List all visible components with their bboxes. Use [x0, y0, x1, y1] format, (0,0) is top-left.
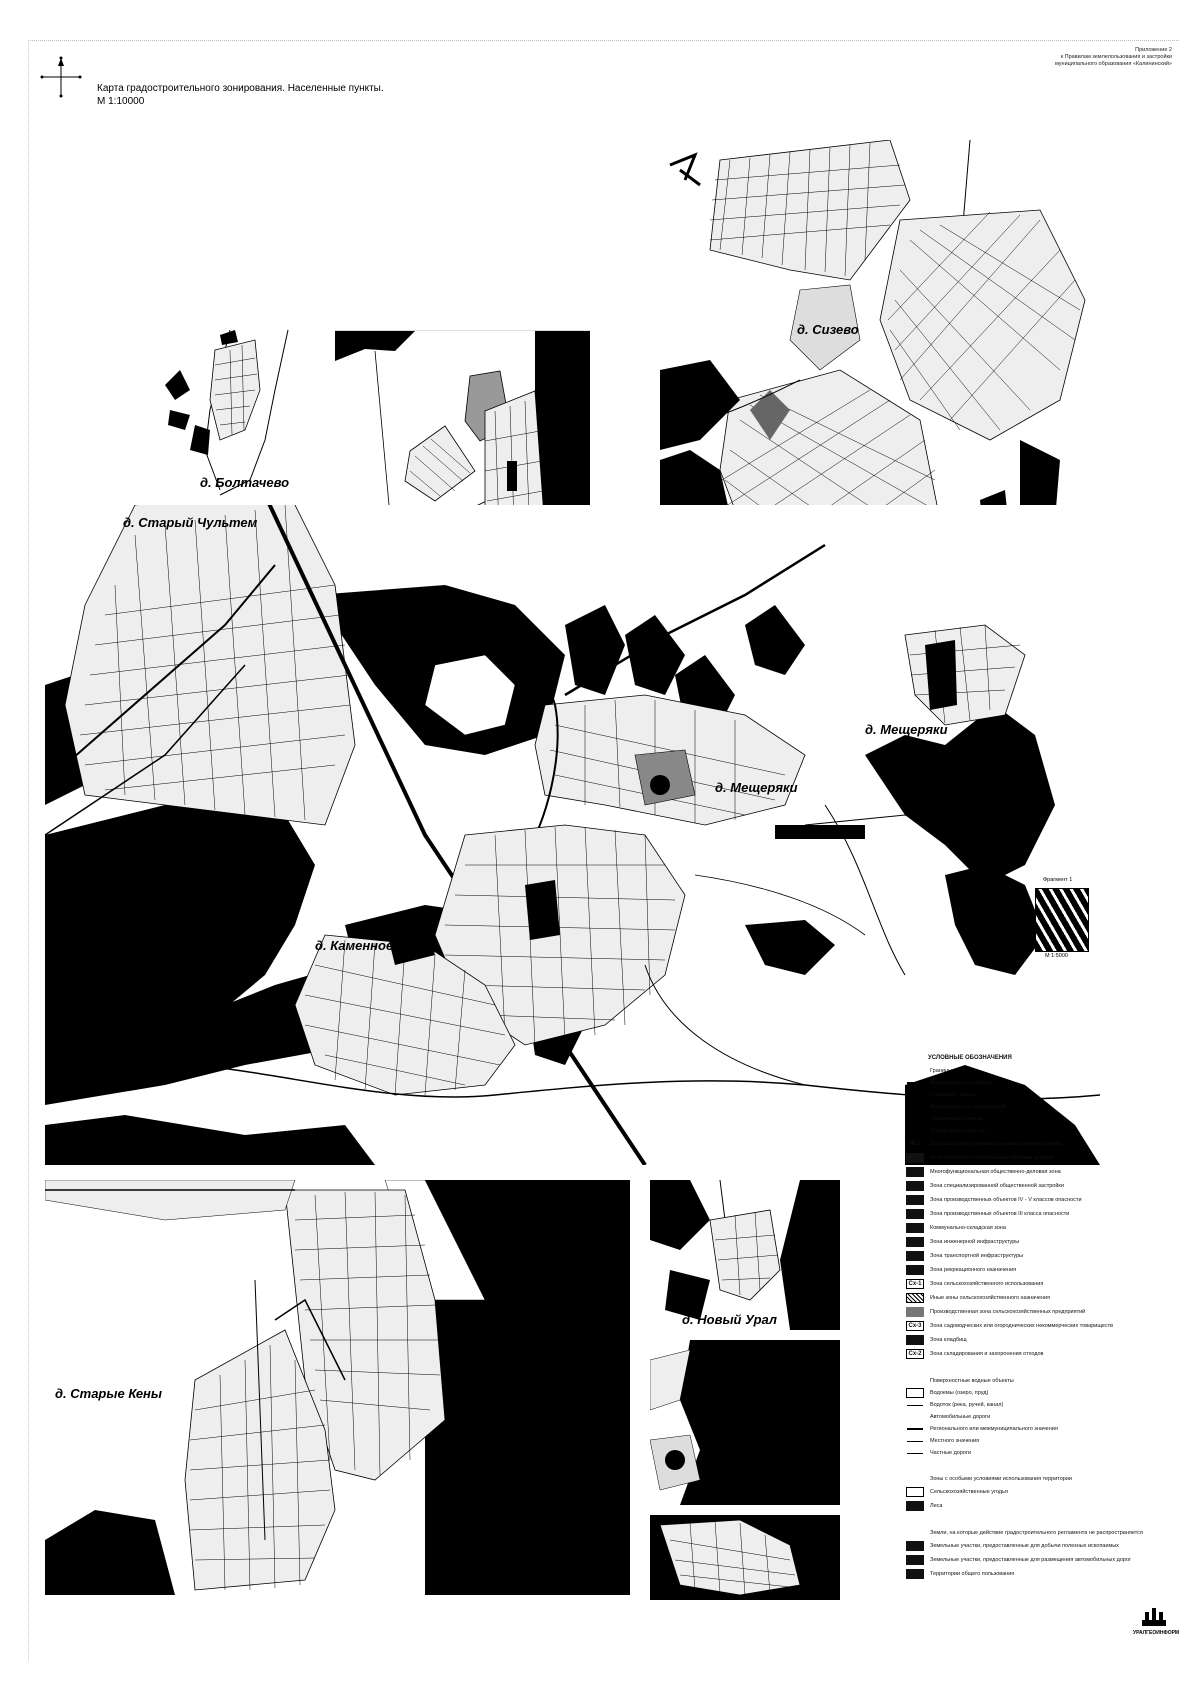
place-label-kamennoe: д. Каменное: [315, 938, 394, 953]
legend-label: Зона производственных объектов III класса опасности: [930, 1211, 1070, 1217]
legend-label: Регионального или межмуниципального значения: [930, 1426, 1058, 1432]
legend-row: [906, 1077, 1176, 1089]
legend-row: [906, 1485, 1176, 1499]
legend-label: Водоток (река, ручей, канал): [930, 1402, 1004, 1408]
legend-row: [906, 1207, 1176, 1221]
legend-symbol: [906, 1223, 924, 1233]
legend-row: [906, 1193, 1176, 1207]
legend-symbol: [906, 1501, 924, 1511]
legend-row: [906, 1125, 1176, 1137]
legend-row: [906, 1165, 1176, 1179]
legend-row: [906, 1423, 1176, 1435]
legend-symbol: [906, 1569, 924, 1579]
legend-row: [906, 1447, 1176, 1459]
legend-label: Водоемы (озеро, пруд): [930, 1390, 989, 1396]
map-panel-small-bottom: [650, 1515, 840, 1600]
legend-row: [906, 1151, 1176, 1165]
place-label-sizevo: д. Сизево: [797, 322, 859, 337]
legend-row: [906, 1137, 1176, 1151]
legend-label: Частные дороги: [930, 1450, 972, 1456]
legend-row: [906, 1347, 1176, 1361]
legend-symbol: [906, 1400, 924, 1410]
legend-symbol: [906, 1376, 924, 1386]
legend-label: Леса: [930, 1503, 943, 1509]
legend-label: Поверхностные водные объекты: [930, 1378, 1014, 1384]
legend-row: [906, 1539, 1176, 1553]
legend-label: Земельные участки, предоставленные для добычи полезных ископаемых: [930, 1543, 1119, 1549]
place-label-starye-keny: д. Старые Кены: [55, 1386, 163, 1401]
legend-gap: [906, 1513, 1176, 1527]
legend-symbol: [906, 1126, 924, 1136]
legend-label: Земли, на которые действие градостроительного регламента не распространяется: [930, 1530, 1143, 1536]
legend-symbol: [906, 1237, 924, 1247]
legend-label: Местного значения: [930, 1438, 980, 1444]
legend-symbol: Сх-2: [906, 1349, 924, 1359]
legend-row: [906, 1399, 1176, 1411]
legend-label: Зона кладбищ: [930, 1337, 967, 1343]
place-label-novy-ural: д. Новый Урал: [682, 1312, 777, 1327]
legend-row: [906, 1319, 1176, 1333]
map-panel-sizevo: [660, 140, 1100, 565]
map-panel-novy-ural: [650, 1180, 840, 1330]
legend-symbol: Сх-3: [906, 1321, 924, 1331]
legend-symbol: [906, 1541, 924, 1551]
legend-row: [906, 1527, 1176, 1539]
legend-symbol: Ж-1: [906, 1139, 924, 1149]
legend-label: Зона застройки индивидуальными жилыми домами: [930, 1141, 1063, 1147]
legend-symbol: [906, 1181, 924, 1191]
legend-label: Зоны с особыми условиями использования территории: [930, 1476, 1073, 1482]
legend-symbol: [906, 1424, 924, 1434]
legend-symbol: [906, 1167, 924, 1177]
legend-row: [906, 1553, 1176, 1567]
legend-row: [906, 1473, 1176, 1485]
legend-row: [906, 1179, 1176, 1193]
legend-row: [906, 1291, 1176, 1305]
map-panel-small-middle: [650, 1340, 840, 1505]
legend: [906, 1055, 1176, 1581]
legend-row: [906, 1499, 1176, 1513]
place-label-meshcheryaki: д. Мещеряки: [715, 780, 798, 795]
legend-symbol: Сх-1: [906, 1279, 924, 1289]
legend-row: [906, 1387, 1176, 1399]
approval-line-1: Приложение 2: [1135, 47, 1172, 53]
legend-row: [906, 1375, 1176, 1387]
company-logo-text: УРАЛГЕОИНФОРМ: [1133, 1630, 1180, 1636]
legend-row: [906, 1263, 1176, 1277]
legend-symbol: [906, 1102, 924, 1112]
place-label-stary-chultem: д. Старый Чультем: [123, 515, 258, 530]
legend-label: Зона садоводческих или огороднических некоммерческих товариществ: [930, 1323, 1114, 1329]
legend-symbol: [906, 1153, 924, 1163]
approval-line-3: муниципального образования «Калининский»: [1054, 61, 1172, 67]
legend-symbol: [906, 1474, 924, 1484]
legend-row: [906, 1249, 1176, 1263]
legend-label: Территориальных зон: [930, 1128, 986, 1134]
legend-label: Зона сельскохозяйственного использования: [930, 1281, 1044, 1287]
legend-label: Территории общего пользования: [930, 1571, 1015, 1577]
legend-label: Иные зоны сельскохозяйственного назначения: [930, 1295, 1051, 1301]
fragment-scale: М 1:5000: [1045, 953, 1068, 959]
legend-row: [906, 1411, 1176, 1423]
legend-symbol: [906, 1412, 924, 1422]
place-label-meshcheryaki-north: д. Мещеряки: [865, 722, 948, 737]
legend-row: [906, 1065, 1176, 1077]
legend-symbol: [906, 1209, 924, 1219]
legend-label: Зона производственных объектов IV - V классов опасности: [930, 1197, 1082, 1203]
legend-label: Производственная зона сельскохозяйственных предприятий: [930, 1309, 1086, 1315]
legend-label: Многофункциональная общественно-деловая зона: [930, 1169, 1061, 1175]
legend-symbol: [906, 1528, 924, 1538]
legend-symbol: [906, 1293, 924, 1303]
legend-row: [906, 1089, 1176, 1101]
place-label-boltachevo: д. Болтачево: [200, 475, 290, 490]
legend-label: Населенных пунктов: [930, 1116, 983, 1122]
legend-symbol: [906, 1388, 924, 1398]
legend-symbol: [906, 1487, 924, 1497]
legend-label: Сельскохозяйственные угодья: [930, 1489, 1008, 1495]
legend-row: [906, 1113, 1176, 1125]
fragment-inset: [1035, 888, 1089, 952]
legend-label: Зона специализированной общественной застройки: [930, 1183, 1064, 1189]
legend-symbol: [906, 1448, 924, 1458]
legend-row: [906, 1435, 1176, 1447]
legend-gap: [906, 1459, 1176, 1473]
legend-label: Зона складирования и захоронения отходов: [930, 1351, 1044, 1357]
legend-symbol: [906, 1090, 924, 1100]
legend-row: [906, 1333, 1176, 1347]
legend-label: Земельные участки, предоставленные для размещения автомобильных дорог: [930, 1557, 1132, 1563]
legend-symbol: [906, 1251, 924, 1261]
legend-row: [906, 1235, 1176, 1249]
north-arrow-icon: [40, 56, 82, 98]
legend-label: Зона инженерной инфраструктуры: [930, 1239, 1020, 1245]
legend-label: Зона транспортной инфраструктуры: [930, 1253, 1024, 1259]
map-scale: М 1:10000: [97, 96, 145, 107]
legend-label: Автомобильные дороги: [930, 1414, 991, 1420]
fragment-label: Фрагмент 1: [1043, 877, 1073, 883]
legend-symbol: [906, 1114, 924, 1124]
company-logo-icon: [1140, 1606, 1168, 1628]
legend-label: Муниципальных образований: [930, 1104, 1006, 1110]
map-title: [97, 82, 384, 108]
legend-symbol: [906, 1078, 924, 1088]
approval-stamp: [952, 47, 1172, 68]
legend-row: [906, 1221, 1176, 1235]
legend-label: Границы: [930, 1068, 952, 1074]
approval-line-2: к Правилам землепользования и застройки: [1060, 54, 1172, 60]
legend-row: [906, 1277, 1176, 1291]
legend-row: [906, 1101, 1176, 1113]
legend-symbol: [906, 1066, 924, 1076]
legend-symbol: [906, 1265, 924, 1275]
legend-symbol: [906, 1335, 924, 1345]
legend-row: [906, 1305, 1176, 1319]
legend-symbol: [906, 1436, 924, 1446]
legend-symbol: [906, 1307, 924, 1317]
legend-symbol: [906, 1555, 924, 1565]
legend-label: Коммунально-складская зона: [930, 1225, 1006, 1231]
legend-label: Муниципального района: [930, 1080, 993, 1086]
map-title-line: Карта градостроительного зонирования. Населенные пункты.: [97, 83, 384, 94]
legend-label: Городского округа: [930, 1092, 976, 1098]
legend-label: Зона рекреационного назначения: [930, 1267, 1017, 1273]
legend-row: [906, 1567, 1176, 1581]
legend-title: УСЛОВНЫЕ ОБОЗНАЧЕНИЯ: [928, 1055, 1012, 1061]
legend-symbol: [906, 1195, 924, 1205]
legend-label: Зона застройки малоэтажными жилыми домами: [930, 1155, 1054, 1161]
legend-gap: [906, 1361, 1176, 1375]
